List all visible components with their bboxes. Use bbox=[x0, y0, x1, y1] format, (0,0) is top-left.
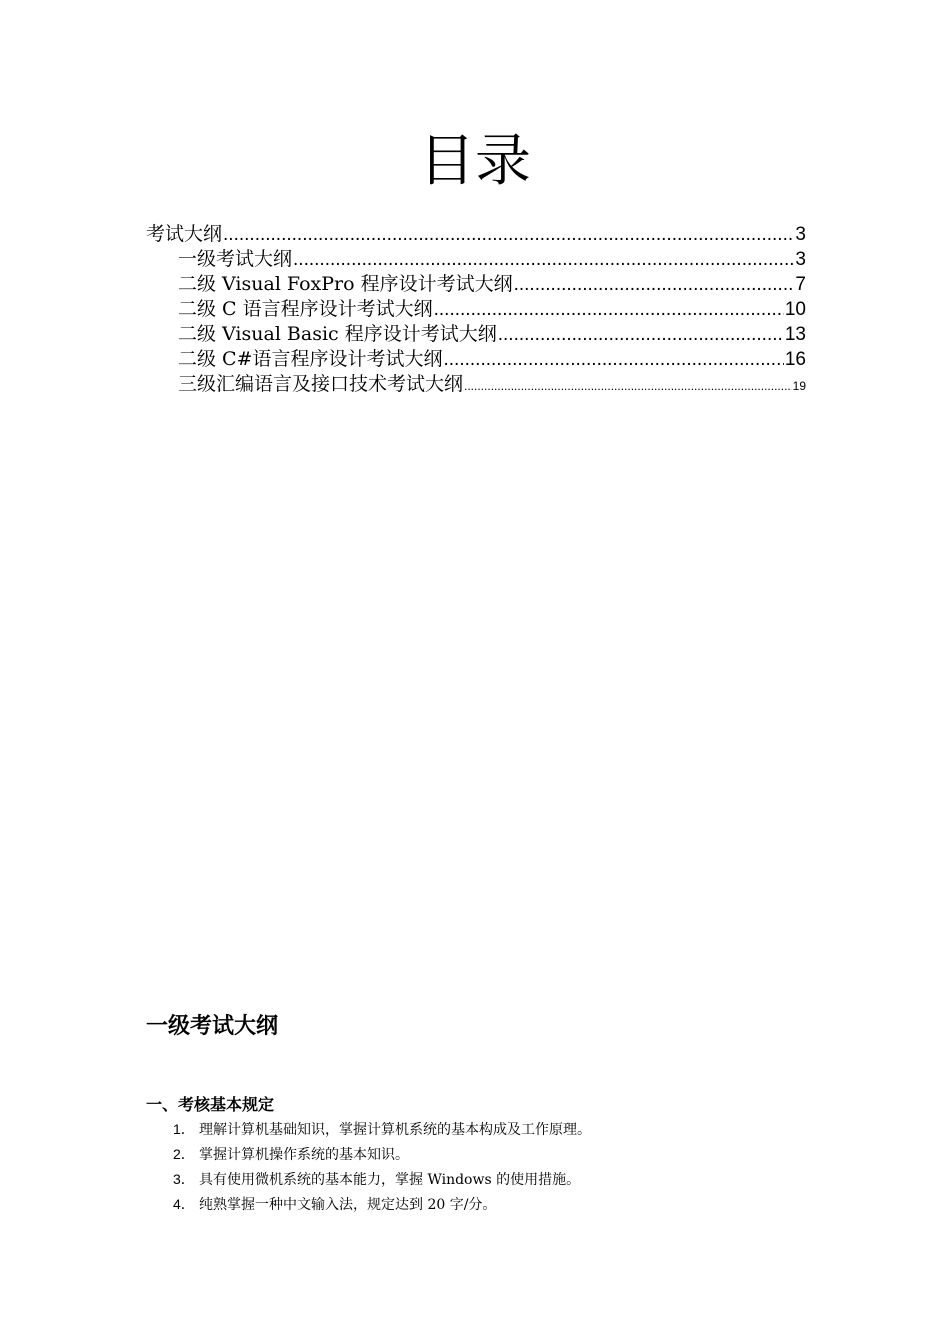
toc-entry-page: 7 bbox=[795, 274, 806, 295]
list-item-text: 纯熟掌握一种中文输入法，规定达到 20 字/分。 bbox=[199, 1197, 497, 1213]
toc-leader-dots bbox=[514, 272, 795, 297]
toc-entry-page: 19 bbox=[792, 379, 806, 393]
toc-entry-page: 16 bbox=[784, 349, 806, 370]
toc-leader-dots bbox=[498, 322, 784, 347]
toc-entry[interactable] bbox=[146, 322, 806, 347]
toc-entry-label: 一级考试大纲 bbox=[178, 248, 293, 270]
list-item bbox=[173, 1192, 813, 1217]
toc-entry-label: 二级 Visual Basic 程序设计考试大纲 bbox=[178, 323, 497, 345]
list-item bbox=[173, 1142, 813, 1167]
toc-entry-page: 13 bbox=[784, 324, 806, 345]
page-title: 目录 bbox=[419, 129, 531, 194]
toc-entry-label: 三级汇编语言及接口技术考试大纲 bbox=[178, 373, 464, 395]
toc-leader-dots bbox=[293, 247, 794, 272]
toc-entry[interactable] bbox=[146, 347, 806, 372]
toc-entry-label: 二级 C#语言程序设计考试大纲 bbox=[178, 348, 443, 370]
list-item-number: 3． bbox=[173, 1171, 195, 1187]
toc-leader-dots bbox=[223, 222, 794, 247]
list-item bbox=[173, 1117, 813, 1142]
list-item-number: 2． bbox=[173, 1146, 195, 1162]
toc-leader-dots bbox=[464, 374, 792, 399]
toc-leader-dots bbox=[434, 297, 784, 322]
list-item-number: 1． bbox=[173, 1121, 195, 1137]
section-heading: 一级考试大纲 bbox=[146, 1014, 279, 1039]
table-of-contents bbox=[146, 222, 806, 397]
toc-entry-label: 二级 Visual FoxPro 程序设计考试大纲 bbox=[178, 273, 513, 295]
list-item-text: 掌握计算机操作系统的基本知识。 bbox=[199, 1147, 409, 1163]
toc-leader-dots bbox=[444, 347, 784, 372]
list-item-text: 具有使用微机系统的基本能力，掌握 Windows 的使用措施。 bbox=[199, 1172, 581, 1188]
toc-entry[interactable] bbox=[146, 272, 806, 297]
toc-entry[interactable] bbox=[146, 222, 806, 247]
list-item-number: 4． bbox=[173, 1196, 195, 1212]
rules-list bbox=[173, 1117, 813, 1217]
toc-entry-page: 3 bbox=[795, 224, 806, 245]
list-item bbox=[173, 1167, 813, 1192]
subsection-heading: 一、考核基本规定 bbox=[146, 1095, 275, 1114]
toc-entry-label: 考试大纲 bbox=[146, 223, 223, 245]
toc-entry[interactable] bbox=[146, 247, 806, 272]
list-item-text: 理解计算机基础知识，掌握计算机系统的基本构成及工作原理。 bbox=[199, 1122, 591, 1138]
toc-entry-label: 二级 C 语言程序设计考试大纲 bbox=[178, 298, 433, 320]
toc-entry[interactable] bbox=[146, 372, 806, 397]
toc-entry-page: 3 bbox=[795, 249, 806, 270]
toc-entry-page: 10 bbox=[784, 299, 806, 320]
toc-entry[interactable] bbox=[146, 297, 806, 322]
